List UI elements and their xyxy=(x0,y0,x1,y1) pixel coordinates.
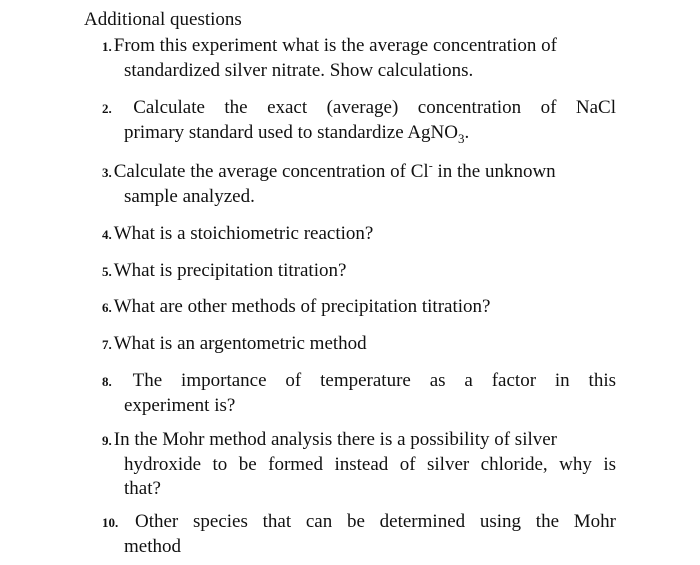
question-number: 8. xyxy=(102,374,112,389)
question-text-line: primary standard used to standardize AgNO xyxy=(124,122,458,143)
question-text-line: Calculate the exact (average) concentration of NaCl xyxy=(133,97,616,118)
question-text-line: What is precipitation titration? xyxy=(113,260,347,281)
question-text-line: hydroxide to be formed instead of silver chloride, why is xyxy=(124,454,616,475)
question-number: 6. xyxy=(102,300,112,315)
question-9 xyxy=(102,428,616,501)
question-text-line: sample analyzed. xyxy=(124,186,255,207)
punctuation: . xyxy=(464,122,470,143)
question-text-line: What is an argentometric method xyxy=(113,333,367,354)
question-text-line: method xyxy=(124,536,181,557)
question-number: 7. xyxy=(102,337,112,352)
question-number: 9. xyxy=(102,433,112,448)
question-text-line: in the unknown xyxy=(432,161,556,182)
question-10 xyxy=(102,510,616,559)
superscript: - xyxy=(428,158,433,173)
question-number: 3. xyxy=(102,165,112,180)
question-text-line: standardized silver nitrate. Show calculations. xyxy=(124,60,474,81)
question-text-line: From this experiment what is the average concentration of xyxy=(113,35,557,56)
question-number: 5. xyxy=(102,264,112,279)
question-text-line: The importance of temperature as a factor in this xyxy=(132,370,617,391)
question-6 xyxy=(102,295,616,320)
question-text-line: Other species that can be determined using the Mohr xyxy=(135,511,616,532)
section-heading: Additional questions xyxy=(84,9,242,30)
question-text-line: What is a stoichiometric reaction? xyxy=(113,223,374,244)
question-number: 4. xyxy=(102,227,112,242)
question-number: 2. xyxy=(102,101,112,116)
question-text-line: What are other methods of precipitation titration? xyxy=(113,296,491,317)
question-7 xyxy=(102,332,616,357)
question-text-line: Calculate the average concentration of Cl xyxy=(113,161,429,182)
subscript: 3 xyxy=(458,130,465,146)
question-5 xyxy=(102,259,616,284)
question-8 xyxy=(102,369,616,418)
question-number: 10. xyxy=(102,515,119,530)
question-2 xyxy=(102,96,616,145)
question-4 xyxy=(102,222,616,247)
question-text-line: that? xyxy=(124,478,161,499)
question-text-line: experiment is? xyxy=(124,395,236,416)
question-3 xyxy=(102,160,616,209)
question-text-line: In the Mohr method analysis there is a possibility of silver xyxy=(113,429,558,450)
question-1 xyxy=(102,34,616,83)
question-number: 1. xyxy=(102,39,112,54)
